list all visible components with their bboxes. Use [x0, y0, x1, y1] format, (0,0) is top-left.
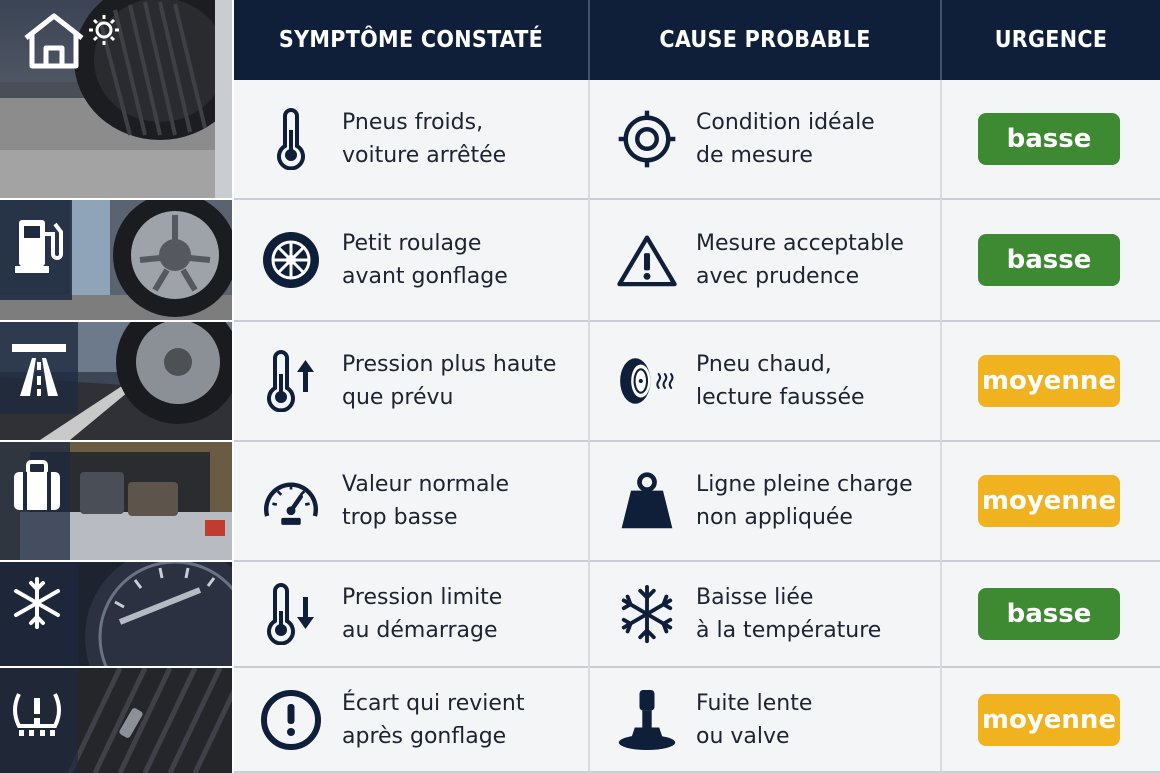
- cause-text-line: Pneu chaud,: [696, 352, 832, 377]
- photo-loaded-trunk: [0, 442, 232, 560]
- symptom-text: [342, 348, 556, 414]
- wheel-icon: [260, 229, 322, 291]
- symptom-cell: [260, 442, 588, 560]
- symptom-text-line: avant gonflage: [342, 264, 508, 289]
- cause-text-line: Mesure acceptable: [696, 231, 904, 256]
- photo-dashboard: [0, 562, 232, 666]
- header-symptom: SYMPTÔME CONSTATÉ: [278, 27, 544, 53]
- weight-icon: [616, 470, 678, 532]
- cause-text-line: ou valve: [696, 723, 790, 749]
- symptom-cell: [260, 80, 588, 198]
- symptom-cell: [260, 668, 588, 771]
- table-header: [234, 0, 1160, 80]
- warning-icon: [616, 229, 678, 291]
- column-divider: [588, 80, 590, 773]
- cause-text: [696, 348, 865, 414]
- cause-text-line: à la température: [696, 618, 882, 643]
- snowflake-icon: [2, 568, 72, 638]
- table-row: [234, 322, 1160, 442]
- photo-tire-tread: [0, 668, 232, 773]
- photo-fuel-station: [0, 200, 232, 320]
- header-urgency: URGENCE: [994, 27, 1108, 53]
- table-row: [234, 80, 1160, 200]
- symptom-text-line: que prévu: [342, 385, 454, 410]
- cause-text-line: Ligne pleine charge: [696, 472, 913, 497]
- cause-text-line: avec prudence: [696, 264, 860, 289]
- thermometer-down-icon: [260, 583, 322, 645]
- house-icon: [4, 4, 124, 74]
- symptom-cell: [260, 562, 588, 666]
- cause-cell: [616, 442, 940, 560]
- urgency-badge: moyenne: [978, 355, 1120, 407]
- cause-text: [696, 468, 913, 534]
- symptom-cell: [260, 322, 588, 440]
- valve-icon: [616, 689, 678, 751]
- highway-icon: [4, 334, 74, 404]
- urgency-cell: [942, 322, 1160, 440]
- cause-text-line: Fuite lente: [696, 690, 813, 716]
- symptom-text: [342, 106, 506, 172]
- cause-cell: [616, 562, 940, 666]
- table-row: [234, 442, 1160, 562]
- thermometer-up-icon: [260, 350, 322, 412]
- cause-cell: [616, 668, 940, 771]
- urgency-cell: [942, 200, 1160, 320]
- table-row: [234, 200, 1160, 322]
- table-row: [234, 668, 1160, 773]
- symptom-text-line: Écart qui revient: [342, 690, 525, 716]
- gauge-icon: [260, 470, 322, 532]
- urgency-cell: [942, 442, 1160, 560]
- snowflake-icon: [616, 583, 678, 645]
- cause-text-line: lecture faussée: [696, 385, 865, 410]
- header-cause: CAUSE PROBABLE: [659, 27, 871, 53]
- urgency-cell: [942, 562, 1160, 666]
- cause-cell: [616, 322, 940, 440]
- symptom-text: [342, 227, 508, 293]
- fuel-pump-icon: [2, 210, 72, 280]
- cause-cell: [616, 200, 940, 320]
- symptom-text-line: voiture arrêtée: [342, 143, 507, 168]
- symptom-text-line: Valeur normale: [342, 472, 510, 497]
- cause-text: [696, 227, 904, 293]
- photo-parked-wheel: [0, 0, 232, 198]
- symptom-text-line: au démarrage: [342, 618, 498, 643]
- symptom-text-line: Pression plus haute: [342, 352, 557, 377]
- symptom-cell: [260, 200, 588, 320]
- diagnostic-table: [234, 0, 1160, 773]
- header-divider: [940, 0, 942, 80]
- cause-text-line: Condition idéale: [696, 110, 875, 135]
- cause-text: [696, 581, 881, 647]
- symptom-text-line: Pneus froids,: [342, 110, 484, 135]
- cause-text-line: non appliquée: [696, 505, 853, 530]
- luggage-icon: [2, 450, 72, 520]
- header-divider: [588, 0, 590, 80]
- cause-text: [696, 106, 875, 172]
- urgency-cell: [942, 80, 1160, 198]
- cause-text-line: Baisse liée: [696, 585, 814, 610]
- symptom-text: [342, 468, 509, 534]
- symptom-text-line: après gonflage: [342, 723, 507, 749]
- symptom-text: [342, 687, 525, 753]
- symptom-text: [342, 581, 502, 647]
- column-divider: [940, 80, 942, 773]
- photo-strip: [0, 0, 232, 773]
- urgency-badge: basse: [978, 234, 1120, 286]
- cause-cell: [616, 80, 940, 198]
- table-row: [234, 562, 1160, 668]
- symptom-text-line: trop basse: [342, 505, 458, 530]
- urgency-badge: basse: [978, 113, 1120, 165]
- tpms-warning-icon: [2, 676, 72, 746]
- target-icon: [616, 108, 678, 170]
- symptom-text-line: Pression limite: [342, 585, 503, 610]
- symptom-text-line: Petit roulage: [342, 231, 482, 256]
- urgency-cell: [942, 668, 1160, 771]
- hot-tire-icon: [616, 350, 678, 412]
- alert-circle-icon: [260, 689, 322, 751]
- urgency-badge: moyenne: [978, 475, 1120, 527]
- cause-text-line: de mesure: [696, 143, 813, 168]
- urgency-badge: basse: [978, 588, 1120, 640]
- thermometer-icon: [260, 108, 322, 170]
- cause-text: [696, 687, 812, 753]
- urgency-badge: moyenne: [978, 694, 1120, 746]
- photo-highway: [0, 322, 232, 440]
